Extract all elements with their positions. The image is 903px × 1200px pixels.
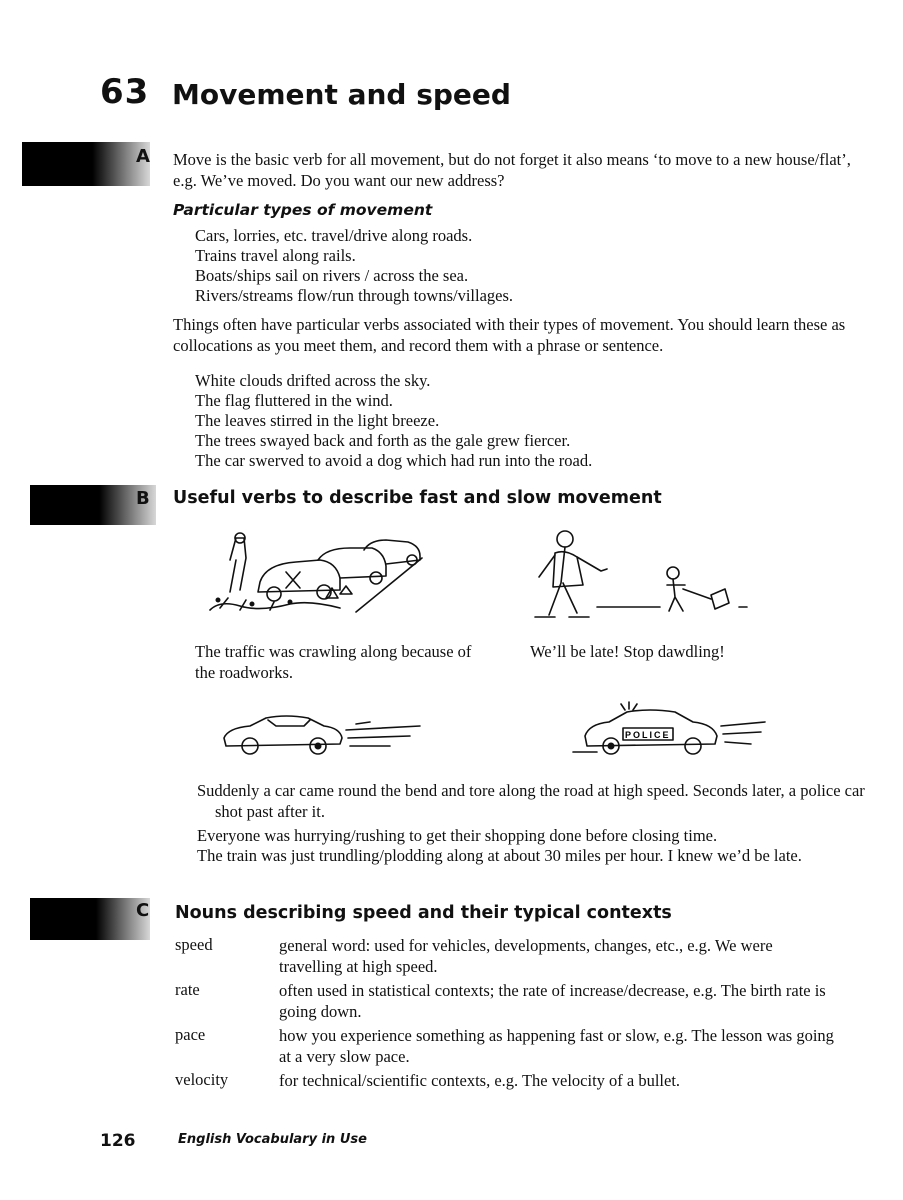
- movement-example: Boats/ships sail on rivers / across the sea.: [195, 266, 469, 285]
- section-c-heading: Nouns describing speed and their typical contexts: [175, 903, 672, 923]
- section-b-heading: Useful verbs to describe fast and slow movement: [173, 488, 662, 508]
- noun-definition: general word: used for vehicles, developments, changes, etc., e.g. We were travelling at high speed.: [279, 936, 773, 976]
- collocation-sentence: The leaves stirred in the light breeze.: [195, 411, 440, 430]
- speed-sentence: The train was just trundling/plodding along at about 30 miles per hour. I knew we’d be late.: [197, 846, 802, 865]
- section-a-subheading: Particular types of movement: [173, 201, 433, 219]
- unit-title: Movement and speed: [172, 78, 511, 111]
- police-sign-text: POLICE: [625, 730, 671, 740]
- movement-example: Cars, lorries, etc. travel/drive along roads.: [195, 226, 473, 245]
- police-car-illustration: [565, 700, 780, 762]
- movement-example: Trains travel along rails.: [195, 246, 356, 265]
- section-a-intro: Move is the basic verb for all movement, but do not forget it also means ‘to move to a new house/flat’, e.g. We’ve moved. Do you want our new address?: [173, 150, 851, 190]
- book-title: English Vocabulary in Use: [178, 1132, 367, 1147]
- section-c-letter: C: [136, 900, 150, 921]
- dawdling-caption: We’ll be late! Stop dawdling!: [530, 642, 725, 661]
- noun-term: velocity: [175, 1070, 229, 1089]
- noun-term: rate: [175, 980, 200, 999]
- collocation-sentence: The trees swayed back and forth as the gale grew fiercer.: [195, 431, 571, 450]
- speeding-car-illustration: [220, 712, 435, 757]
- collocation-sentence: White clouds drifted across the sky.: [195, 371, 431, 390]
- collocation-note: Things often have particular verbs associated with their types of movement. You should learn these as collocations as you meet them, and record them with a phrase or sentence.: [173, 315, 846, 355]
- dawdling-child-illustration: [525, 527, 760, 622]
- page-number: 126: [100, 1131, 136, 1151]
- unit-number: 63: [100, 72, 150, 112]
- noun-term: speed: [175, 935, 213, 954]
- traffic-roadworks-illustration: [200, 530, 430, 615]
- collocation-sentence: The flag fluttered in the wind.: [195, 391, 393, 410]
- traffic-caption: The traffic was crawling along because of the roadworks.: [195, 642, 472, 682]
- speed-sentence: Suddenly a car came round the bend and tore along the road at high speed. Seconds later, a police car shot past after it.: [197, 781, 865, 821]
- section-a-tab: [22, 142, 150, 186]
- section-b-letter: B: [136, 488, 150, 509]
- noun-definition: for technical/scientific contexts, e.g. The velocity of a bullet.: [279, 1071, 681, 1090]
- section-c-tab: [30, 898, 150, 940]
- section-a-letter: A: [136, 146, 150, 167]
- noun-definition: often used in statistical contexts; the rate of increase/decrease, e.g. The birth rate is going down.: [279, 981, 826, 1021]
- collocation-sentence: The car swerved to avoid a dog which had run into the road.: [195, 451, 593, 470]
- movement-example: Rivers/streams flow/run through towns/villages.: [195, 286, 514, 305]
- noun-definition: how you experience something as happening fast or slow, e.g. The lesson was going at a very slow pace.: [279, 1026, 834, 1066]
- speed-sentence: Everyone was hurrying/rushing to get their shopping done before closing time.: [197, 826, 718, 845]
- noun-term: pace: [175, 1025, 206, 1044]
